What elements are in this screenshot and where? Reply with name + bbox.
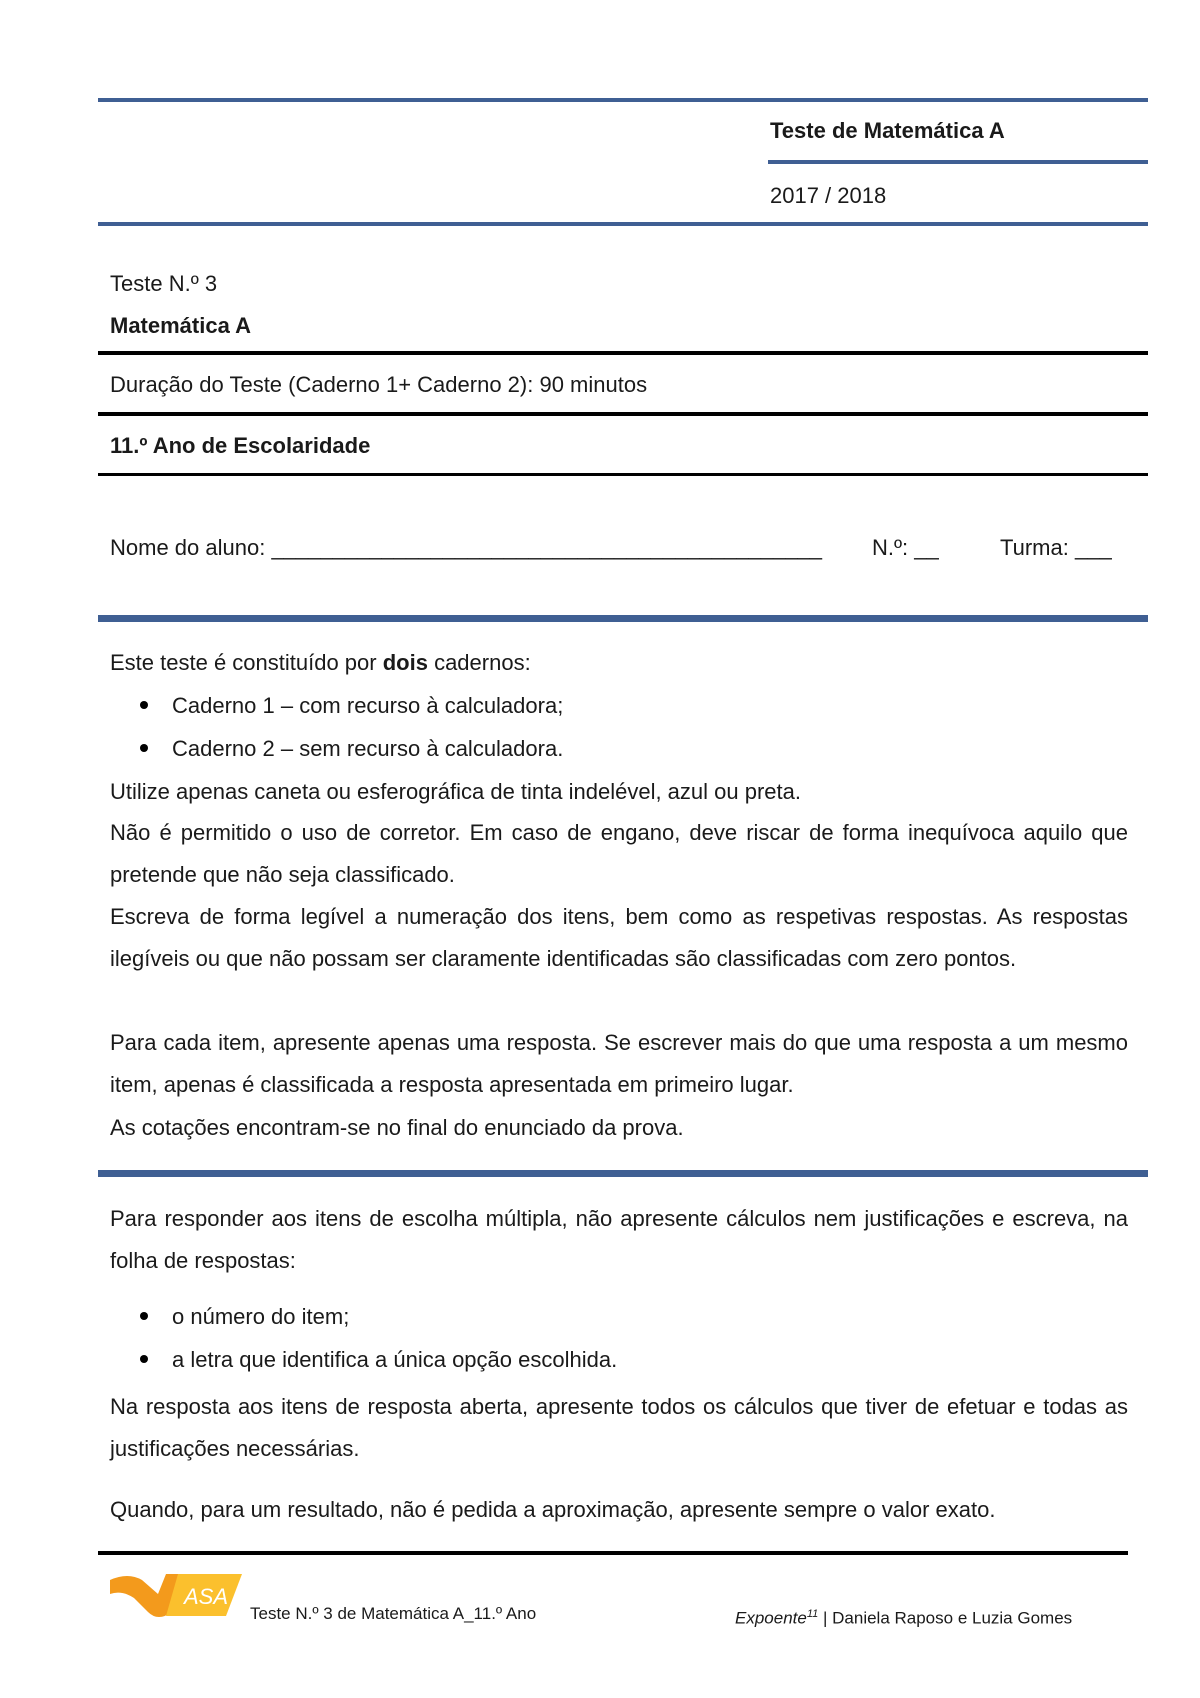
- info-rule-1: [98, 351, 1148, 355]
- info-rule-2: [98, 412, 1148, 416]
- intro-prefix: Este teste é constituído por: [110, 650, 383, 675]
- footer-brand: Expoente: [735, 1608, 807, 1628]
- student-number-field[interactable]: N.º: __: [872, 535, 939, 560]
- footer-test-ref: Teste N.º 3 de Matemática A_11.º Ano: [250, 1604, 537, 1623]
- bullet-text: o número do item;: [172, 1304, 350, 1329]
- open-answer-instruction: Na resposta aos itens de resposta aberta, apresente todos os cálculos que tiver de efetuar e todas as justificações necessárias.: [110, 1394, 1128, 1461]
- asa-logo: [108, 1568, 244, 1622]
- intro-line: [110, 649, 531, 677]
- bullet-icon: [140, 701, 148, 709]
- intro-bold: dois: [382, 650, 428, 675]
- info-rule-3: [98, 473, 1148, 476]
- intro-suffix: cadernos:: [427, 650, 531, 675]
- footer-authors: | Daniela Raposo e Luzia Gomes: [818, 1608, 1073, 1628]
- section-divider-2: [98, 1170, 1148, 1177]
- student-name-label: Nome do aluno:: [110, 535, 272, 560]
- one-answer-instruction: Para cada item, apresente apenas uma resposta. Se escrever mais do que uma resposta a um mesmo item, apenas é classificada a resposta apresentada em primeiro lugar.: [110, 1030, 1128, 1097]
- bullet-icon: [140, 1312, 148, 1320]
- bullet-icon: [140, 744, 148, 752]
- school-year: 2017 / 2018: [770, 183, 887, 208]
- test-number: Teste N.º 3: [110, 271, 218, 296]
- student-name-blank[interactable]: _____________________________________________: [271, 535, 823, 560]
- grade: 11.º Ano de Escolaridade: [110, 433, 371, 458]
- subject: Matemática A: [110, 313, 252, 338]
- footer-brand-sup: 11: [806, 1608, 819, 1620]
- section-divider-1: [98, 615, 1148, 622]
- list-item: [140, 692, 563, 720]
- bullet-text: Caderno 1 – com recurso à calculadora;: [172, 693, 564, 718]
- scores-instruction: As cotações encontram-se no final do enunciado da prova.: [110, 1115, 684, 1140]
- list-item: [140, 1346, 617, 1374]
- duration: Duração do Teste (Caderno 1+ Caderno 2): 90 minutos: [110, 372, 648, 397]
- multiple-choice-instruction: Para responder aos itens de escolha múltipla, não apresente cálculos nem justificações e escreva, na folha de respostas:: [110, 1206, 1128, 1273]
- student-name-field[interactable]: [110, 534, 822, 562]
- test-title: Teste de Matemática A: [770, 118, 1005, 143]
- corrector-instruction: Não é permitido o uso de corretor. Em caso de engano, deve riscar de forma inequívoca aquilo que pretende que não seja classificado.: [110, 820, 1128, 887]
- list-item: [140, 735, 563, 763]
- pen-instruction: Utilize apenas caneta ou esferográfica de tinta indelével, azul ou preta.: [110, 779, 801, 804]
- list-item: [140, 1303, 349, 1331]
- header-mid-rule: [768, 160, 1148, 164]
- header-bottom-rule: [98, 222, 1148, 226]
- footer-rule: [98, 1551, 1128, 1555]
- exact-value-instruction: Quando, para um resultado, não é pedida a aproximação, apresente sempre o valor exato.: [110, 1497, 996, 1522]
- bullet-text: Caderno 2 – sem recurso à calculadora.: [172, 736, 564, 761]
- bullet-text: a letra que identifica a única opção escolhida.: [172, 1347, 618, 1372]
- footer-brand-line: [735, 1603, 1072, 1630]
- legibility-instruction: Escreva de forma legível a numeração dos itens, bem como as respetivas respostas. As respostas ilegíveis ou que não possam ser claramente identificadas são classificadas com zero pontos.: [110, 904, 1128, 971]
- header-top-rule: [98, 98, 1148, 102]
- bullet-icon: [140, 1355, 148, 1363]
- student-class-field[interactable]: Turma: ___: [1000, 535, 1112, 560]
- logo-text: ASA: [184, 1584, 229, 1609]
